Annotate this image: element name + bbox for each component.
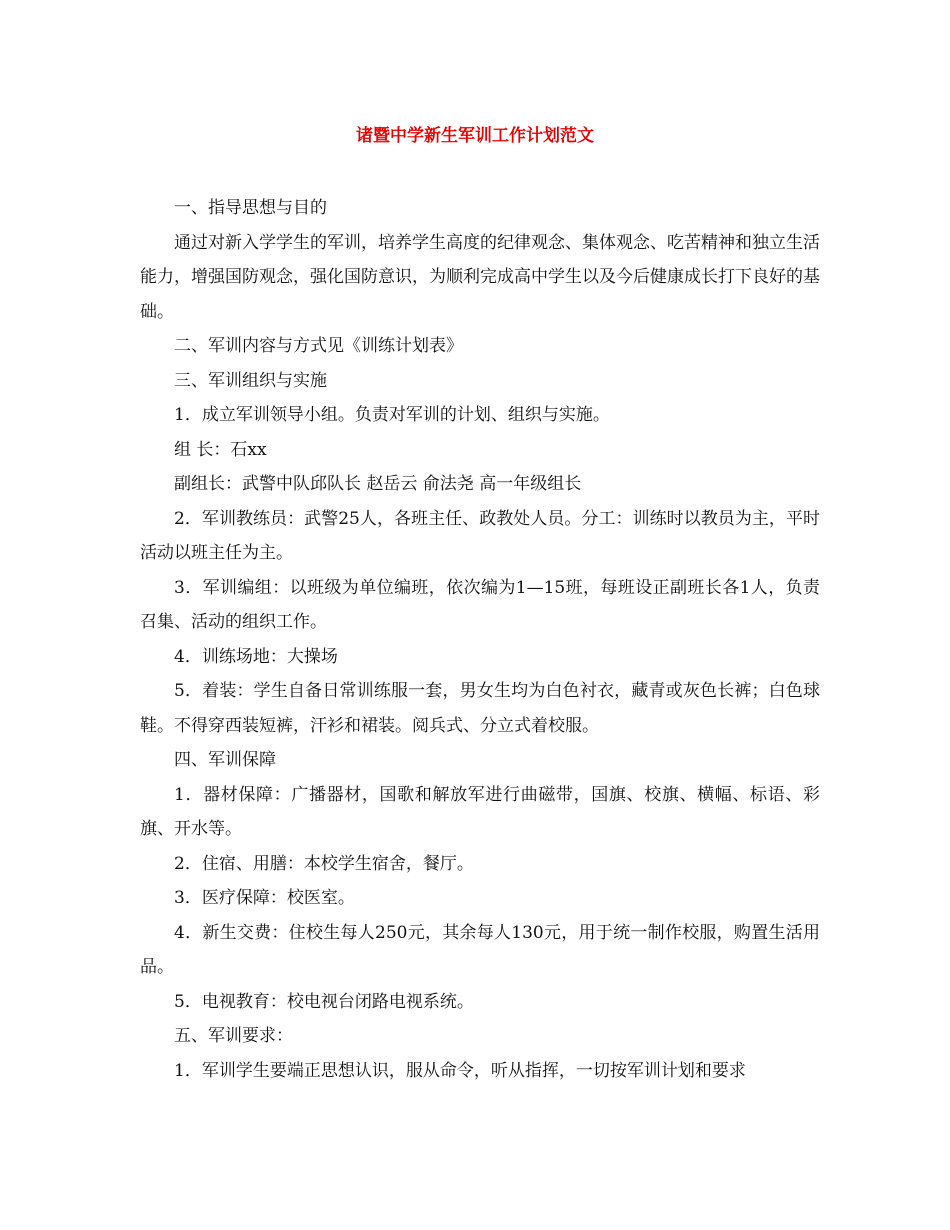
list-item: 1．军训学生要端正思想认识，服从命令，听从指挥，一切按军训计划和要求 (174, 1060, 746, 1081)
paragraph-purpose: 通过对新入学学生的军训，培养学生高度的纪律观念、集体观念、吃苦精神和独立生活能力，增强国防观念，强化国防意识，为顺利完成高中学生以及今后健康成长打下良好的基础。 (140, 232, 820, 322)
list-item: 3．军训编组：以班级为单位编班，依次编为1—15班，每班设正副班长各1人，负责召集、活动的组织工作。 (140, 577, 820, 632)
document-body (140, 191, 820, 1088)
list-item: 副组长：武警中队邱队长 赵岳云 俞法尧 高一年级组长 (174, 474, 582, 494)
section-heading-1: 一、指导思想与目的 (174, 198, 327, 218)
list-item: 1．成立军训领导小组。负责对军训的计划、组织与实施。 (174, 405, 610, 425)
list-item: 2．住宿、用膳：本校学生宿舍，餐厅。 (174, 853, 474, 874)
section-heading-2: 二、军训内容与方式见《训练计划表》 (174, 336, 463, 356)
document-title: 诸暨中学新生军训工作计划范文 (356, 126, 594, 146)
list-item: 1．器材保障：广播器材，国歌和解放军进行曲磁带，国旗、校旗、横幅、标语、彩旗、开水等。 (140, 784, 820, 839)
list-item: 组 长：石xx (174, 439, 267, 460)
list-item: 5．着装：学生自备日常训练服一套，男女生均为白色衬衣，藏青或灰色长裤；白色球鞋。不得穿西装短裤，汗衫和裙装。阅兵式、分立式着校服。 (140, 681, 820, 736)
list-item: 4．新生交费：住校生每人250元，其余每人130元，用于统一制作校服，购置生活用品。 (140, 922, 820, 977)
section-heading-5: 五、军训要求： (174, 1026, 293, 1046)
list-item: 4．训练场地：大操场 (174, 646, 338, 667)
section-heading-3: 三、军训组织与实施 (174, 370, 327, 391)
list-item: 3．医疗保障：校医室。 (174, 888, 355, 908)
list-item: 2．军训教练员：武警25人，各班主任、政教处人员。分工：训练时以教员为主，平时活动以班主任为主。 (140, 508, 820, 563)
section-heading-4: 四、军训保障 (174, 750, 276, 770)
list-item: 5．电视教育：校电视台闭路电视系统。 (174, 991, 474, 1012)
